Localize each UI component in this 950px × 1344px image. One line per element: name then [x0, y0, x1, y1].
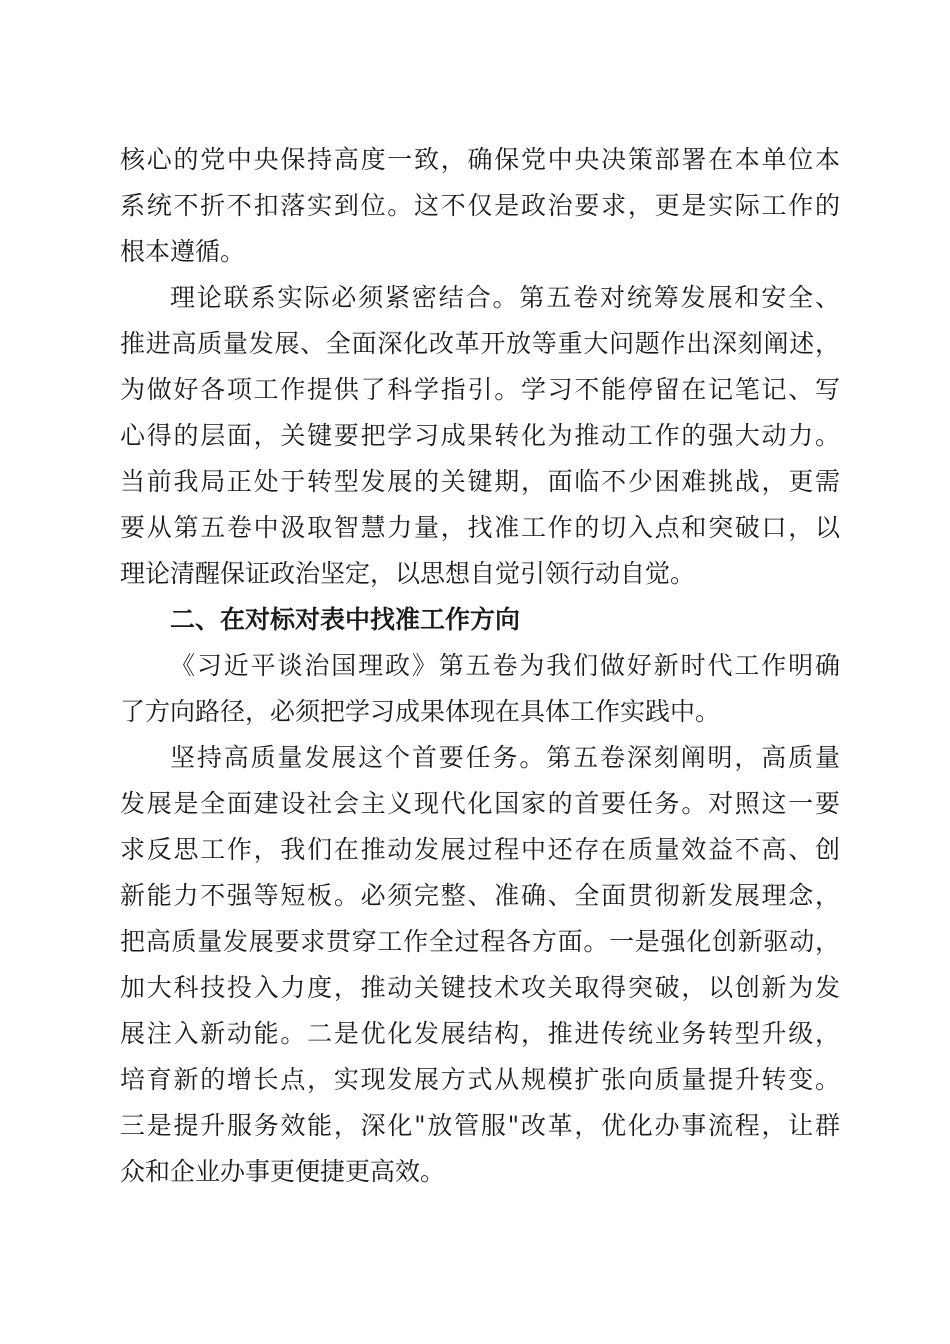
body-text-line: 三是提升服务效能，深化"放管服"改革，优化办事流程，让群	[120, 1111, 840, 1140]
body-text-line: 当前我局正处于转型发展的关键期，面临不少困难挑战，更需	[120, 467, 840, 496]
paragraph-first-line: 坚持高质量发展这个首要任务。第五卷深刻阐明，高质量	[170, 743, 840, 772]
body-text-line: 根本遵循。	[120, 237, 246, 266]
body-text-line: 要从第五卷中汲取智慧力量，找准工作的切入点和突破口，以	[120, 513, 840, 542]
body-text-line: 心得的层面，关键要把学习成果转化为推动工作的强大动力。	[120, 421, 840, 450]
body-text-line: 新能力不强等短板。必须完整、准确、全面贯彻新发展理念，	[120, 881, 840, 910]
body-text-line: 推进高质量发展、全面深化改革开放等重大问题作出深刻阐述，	[120, 329, 840, 358]
paragraph-first-line: 《习近平谈治国理政》第五卷为我们做好新时代工作明确	[170, 651, 840, 680]
body-text-line: 发展是全面建设社会主义现代化国家的首要任务。对照这一要	[120, 789, 840, 818]
body-text-line: 为做好各项工作提供了科学指引。学习不能停留在记笔记、写	[120, 375, 840, 404]
paragraph-first-line: 理论联系实际必须紧密结合。第五卷对统筹发展和安全、	[170, 283, 840, 312]
body-text-line: 众和企业办事更便捷更高效。	[120, 1157, 446, 1186]
body-text-line: 培育新的增长点，实现发展方式从规模扩张向质量提升转变。	[120, 1065, 840, 1094]
body-text-line: 理论清醒保证政治坚定，以思想自觉引领行动自觉。	[120, 559, 696, 588]
body-text-line: 求反思工作，我们在推动发展过程中还存在质量效益不高、创	[120, 835, 840, 864]
body-text-line: 系统不折不扣落实到位。这不仅是政治要求，更是实际工作的	[120, 191, 840, 220]
section-heading: 二、在对标对表中找准工作方向	[170, 605, 521, 634]
body-text-line: 把高质量发展要求贯穿工作全过程各方面。一是强化创新驱动，	[120, 927, 840, 956]
body-text-line: 了方向路径，必须把学习成果体现在具体工作实践中。	[120, 697, 721, 726]
body-text-line: 加大科技投入力度，推动关键技术攻关取得突破，以创新为发	[120, 973, 840, 1002]
body-text-line: 核心的党中央保持高度一致，确保党中央决策部署在本单位本	[120, 145, 840, 174]
body-text-line: 展注入新动能。二是优化发展结构，推进传统业务转型升级，	[120, 1019, 840, 1048]
